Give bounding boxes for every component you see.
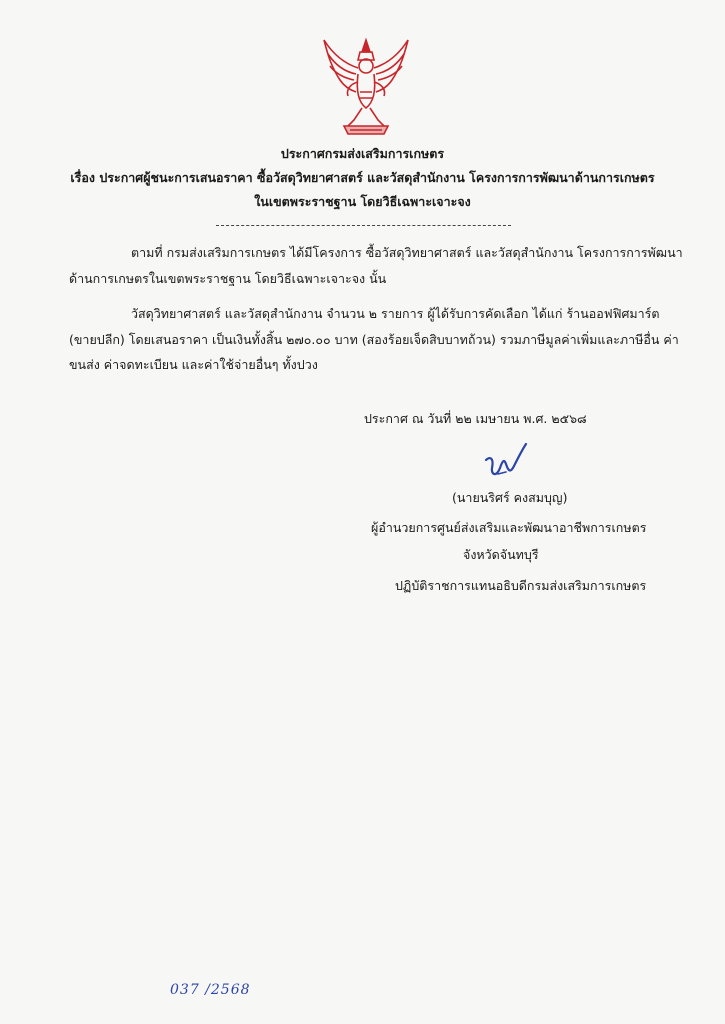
signatory-name: (นายนริศร์ คงสมบุญ) [452, 490, 568, 505]
announce-date: ประกาศ ณ วันที่ ๒๒ เมษายน พ.ศ. ๒๕๖๘ [364, 411, 587, 426]
handwritten-reference-number: 037 /2568 [170, 982, 251, 998]
signatory-position-1: ผู้อำนวยการศูนย์ส่งเสริมและพัฒนาอาชีพการเกษตร [371, 520, 647, 535]
paragraph-2-line-1: วัสดุวิทยาศาสตร์ และวัสดุสำนักงาน จำนวน ๒ รายการ ผู้ได้รับการคัดเลือก ได้แก่ ร้านออฟฟิศมาร์ต [131, 306, 660, 321]
paragraph-1-line-2: ด้านการเกษตรในเขตพระราชฐาน โดยวิธีเฉพาะเจาะจง นั้น [69, 271, 387, 286]
garuda-emblem-icon [318, 34, 414, 140]
signatory-position-2: จังหวัดจันทบุรี [463, 547, 539, 562]
separator-dashed-line [216, 225, 511, 226]
agency-title: ประกาศกรมส่งเสริมการเกษตร [280, 146, 445, 161]
subject-line-2: ในเขตพระราชฐาน โดยวิธีเฉพาะเจาะจง [254, 194, 471, 209]
signatory-position-3: ปฏิบัติราชการแทนอธิบดีกรมส่งเสริมการเกษตร [395, 578, 647, 593]
subject-line-1: เรื่อง ประกาศผู้ชนะการเสนอราคา ซื้อวัสดุวิทยาศาสตร์ และวัสดุสำนักงาน โครงการการพัฒนาด้านการเกษตร [70, 170, 655, 185]
paragraph-2-line-3: ขนส่ง ค่าจดทะเบียน และค่าใช้จ่ายอื่นๆ ทั้งปวง [69, 357, 318, 372]
signature-icon [480, 438, 530, 488]
paragraph-1-line-1: ตามที่ กรมส่งเสริมการเกษตร ได้มีโครงการ ซื้อวัสดุวิทยาศาสตร์ และวัสดุสำนักงาน โครงการการพัฒนา [131, 245, 683, 260]
paragraph-2-line-2: (ขายปลีก) โดยเสนอราคา เป็นเงินทั้งสิ้น ๒๗๐.๐๐ บาท (สองร้อยเจ็ดสิบบาทถ้วน) รวมภาษีมูลค่าเพิ่มและภาษีอื่น ค่า [69, 332, 679, 347]
